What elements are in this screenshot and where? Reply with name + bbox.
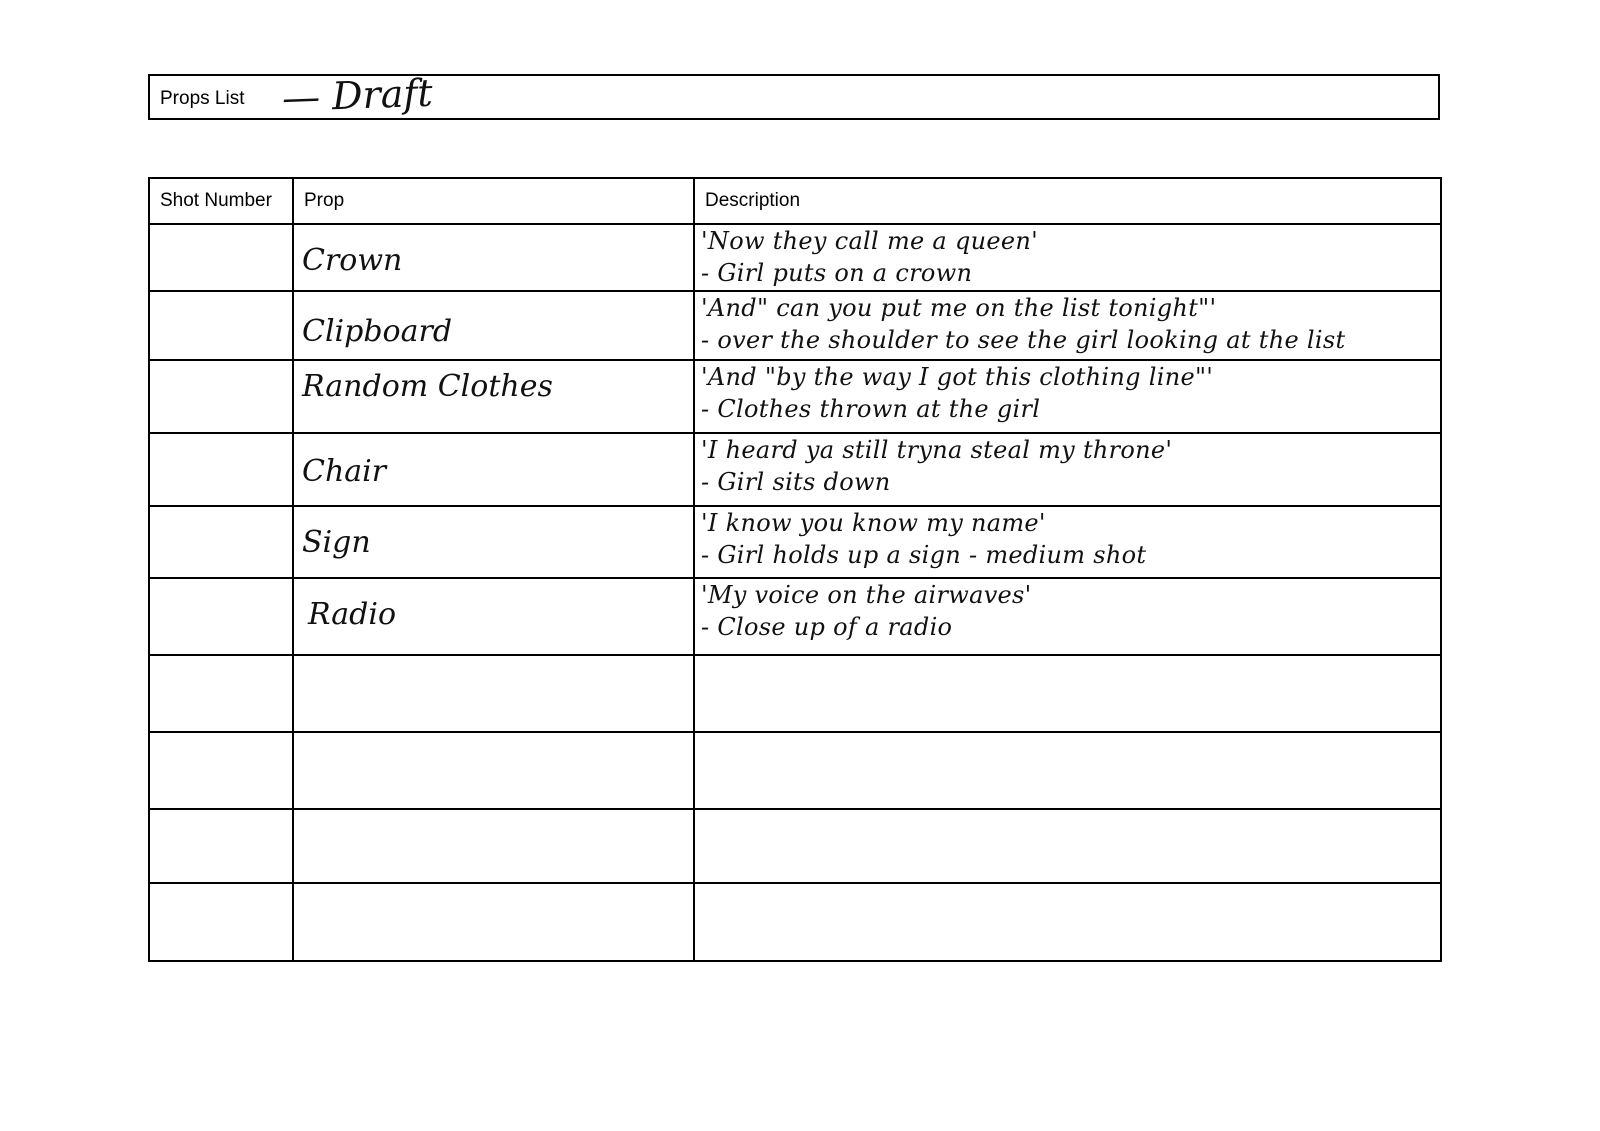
page-title-handwritten: — Draft bbox=[281, 70, 434, 120]
prop-cell bbox=[293, 291, 694, 360]
prop-text: Clipboard bbox=[302, 314, 453, 349]
description-cell bbox=[694, 578, 1441, 655]
page-title-label: Props List bbox=[160, 88, 245, 109]
shot-number-cell bbox=[149, 360, 293, 433]
description-line: - Girl puts on a crown bbox=[701, 259, 973, 287]
description-line: 'I know you know my name' bbox=[701, 509, 1046, 537]
shot-number-cell bbox=[149, 506, 293, 578]
column-header-description: Description bbox=[694, 178, 1441, 224]
prop-cell bbox=[293, 732, 694, 809]
table-row bbox=[149, 809, 1441, 883]
description-line: - over the shoulder to see the girl looking at the list bbox=[701, 326, 1346, 354]
table-row bbox=[149, 506, 1441, 578]
shot-number-cell bbox=[149, 655, 293, 732]
description-cell bbox=[694, 655, 1441, 732]
shot-number-cell bbox=[149, 883, 293, 961]
table-row bbox=[149, 732, 1441, 809]
prop-cell bbox=[293, 433, 694, 506]
shot-number-cell bbox=[149, 433, 293, 506]
shot-number-cell bbox=[149, 578, 293, 655]
table-row bbox=[149, 433, 1441, 506]
description-cell bbox=[694, 360, 1441, 433]
prop-cell bbox=[293, 578, 694, 655]
prop-cell bbox=[293, 360, 694, 433]
description-line: 'Now they call me a queen' bbox=[701, 227, 1039, 255]
table-row bbox=[149, 578, 1441, 655]
column-header-shot-number: Shot Number bbox=[149, 178, 293, 224]
prop-cell bbox=[293, 224, 694, 291]
description-line: - Close up of a radio bbox=[701, 613, 953, 641]
prop-cell bbox=[293, 506, 694, 578]
table-row bbox=[149, 360, 1441, 433]
description-line: 'And "by the way I got this clothing line"' bbox=[701, 363, 1214, 391]
prop-cell bbox=[293, 883, 694, 961]
description-line: 'And" can you put me on the list tonight"' bbox=[701, 294, 1217, 322]
props-table bbox=[148, 177, 1442, 962]
shot-number-cell bbox=[149, 291, 293, 360]
table-row bbox=[149, 291, 1441, 360]
shot-number-cell bbox=[149, 732, 293, 809]
description-line: - Girl sits down bbox=[701, 468, 891, 496]
header-row bbox=[149, 178, 1441, 224]
prop-text: Radio bbox=[308, 597, 397, 632]
description-line: - Clothes thrown at the girl bbox=[701, 395, 1041, 423]
prop-text: Sign bbox=[302, 525, 371, 560]
prop-text: Chair bbox=[302, 454, 387, 489]
prop-text: Random Clothes bbox=[302, 369, 553, 404]
description-line: 'I heard ya still tryna steal my throne' bbox=[701, 436, 1173, 464]
table-row bbox=[149, 883, 1441, 961]
prop-text: Crown bbox=[302, 243, 403, 278]
column-header-prop: Prop bbox=[293, 178, 694, 224]
description-cell bbox=[694, 809, 1441, 883]
description-cell bbox=[694, 883, 1441, 961]
table-row bbox=[149, 224, 1441, 291]
prop-cell bbox=[293, 809, 694, 883]
description-line: - Girl holds up a sign - medium shot bbox=[701, 541, 1147, 569]
shot-number-cell bbox=[149, 809, 293, 883]
description-cell bbox=[694, 732, 1441, 809]
description-cell bbox=[694, 291, 1441, 360]
table-row bbox=[149, 655, 1441, 732]
shot-number-cell bbox=[149, 224, 293, 291]
title-box bbox=[148, 70, 1440, 120]
description-cell bbox=[694, 224, 1441, 291]
prop-cell bbox=[293, 655, 694, 732]
description-cell bbox=[694, 506, 1441, 578]
description-cell bbox=[694, 433, 1441, 506]
description-line: 'My voice on the airwaves' bbox=[701, 581, 1032, 609]
